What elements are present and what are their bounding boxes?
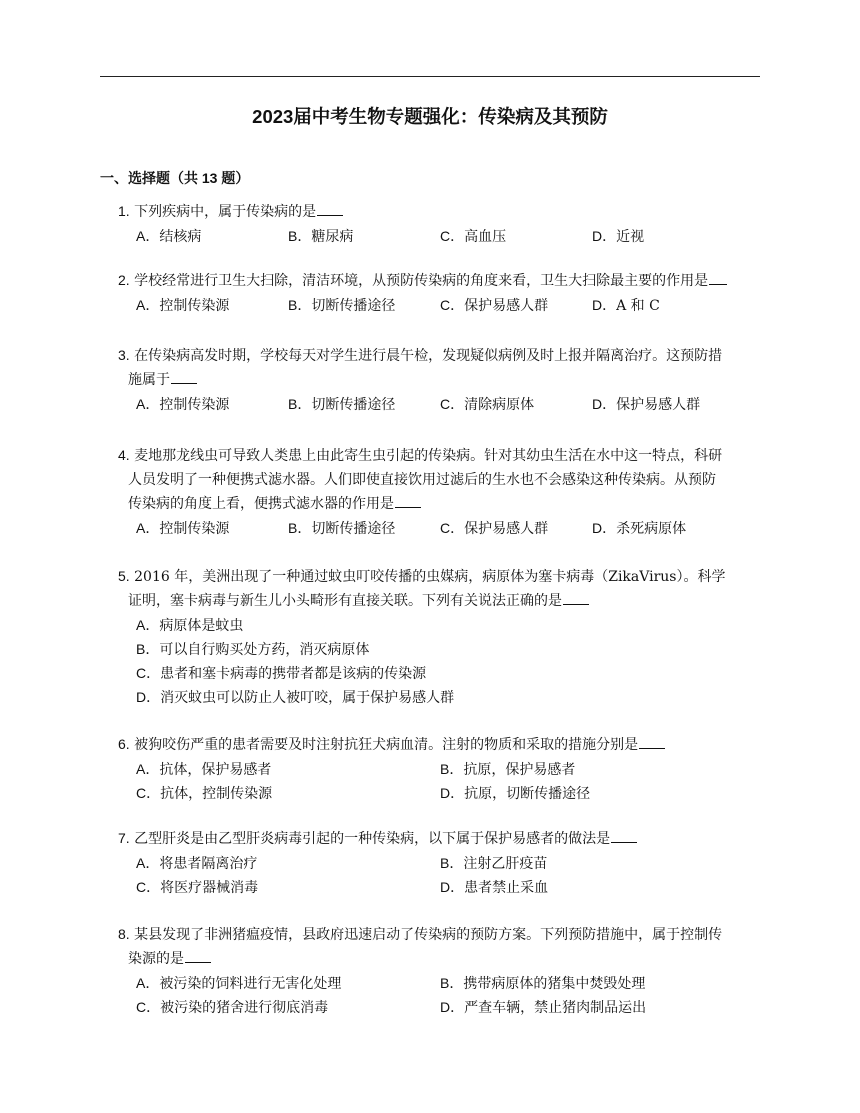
option-a[interactable]: A．控制传染源 <box>136 396 230 413</box>
option-b[interactable]: B．切断传播途径 <box>288 520 396 537</box>
option-b[interactable]: B．切断传播途径 <box>288 297 396 314</box>
option-d[interactable]: D．保护易感人群 <box>592 396 701 413</box>
option-row <box>118 781 762 805</box>
question-stem <box>118 199 762 224</box>
option-row <box>118 757 762 781</box>
option-c[interactable]: C．保护易感人群 <box>440 520 549 537</box>
option-row <box>118 685 762 709</box>
option-d[interactable]: D．A 和 C <box>592 297 660 314</box>
option-c[interactable]: C．保护易感人群 <box>440 297 549 314</box>
question-number: 2. <box>118 272 130 288</box>
answer-blank[interactable] <box>563 590 589 605</box>
question-number: 1. <box>118 203 130 219</box>
question-stem-cont <box>118 468 762 492</box>
stem-line: 传染病的角度上看，便携式滤水器的作用是 <box>128 496 394 512</box>
option-row <box>118 661 762 685</box>
question-number: 5. <box>118 568 130 584</box>
stem-line: 麦地那龙线虫可导致人类患上由此寄生虫引起的传染病。针对其幼虫生活在水中这一特点，科研 <box>134 448 723 464</box>
option-c[interactable]: C．被污染的猪舍进行彻底消毒 <box>136 999 329 1016</box>
question-3 <box>118 343 762 416</box>
question-6 <box>118 732 762 805</box>
option-b[interactable]: B．切断传播途径 <box>288 396 396 413</box>
option-a[interactable]: A．结核病 <box>136 228 202 245</box>
option-c[interactable]: C．将医疗器械消毒 <box>136 879 259 896</box>
stem-line: 下列疾病中，属于传染病的是 <box>134 204 317 220</box>
option-d[interactable]: D．患者禁止采血 <box>440 879 549 896</box>
question-number: 7. <box>118 830 130 846</box>
option-a[interactable]: A．控制传染源 <box>136 297 230 314</box>
option-b[interactable]: B．注射乙肝疫苗 <box>440 855 548 872</box>
option-b[interactable]: B．抗原，保护易感者 <box>440 761 576 778</box>
option-a[interactable]: A．被污染的饲料进行无害化处理 <box>136 975 342 992</box>
option-b[interactable]: B．糖尿病 <box>288 228 354 245</box>
question-stem <box>118 922 762 947</box>
question-stem-cont <box>118 492 762 516</box>
option-d[interactable]: D．严查车辆，禁止猪肉制品运出 <box>440 999 647 1016</box>
question-7 <box>118 826 762 899</box>
option-c[interactable]: C．清除病原体 <box>440 396 535 413</box>
stem-line: 乙型肝炎是由乙型肝炎病毒引起的一种传染病，以下属于保护易感者的做法是 <box>134 831 611 847</box>
question-stem <box>118 268 762 293</box>
answer-blank[interactable] <box>317 201 343 216</box>
option-b[interactable]: B．携带病原体的猪集中焚毁处理 <box>440 975 646 992</box>
question-number: 3. <box>118 347 130 363</box>
question-stem <box>118 443 762 468</box>
option-d[interactable]: D．近视 <box>592 228 645 245</box>
question-1 <box>118 199 762 248</box>
question-stem-cont <box>118 368 762 392</box>
options-row <box>118 516 762 540</box>
option-row <box>118 851 762 875</box>
stem-line: 某县发现了非洲猪瘟疫情，县政府迅速启动了传染病的预防方案。下列预防措施中，属于控制传 <box>134 927 723 943</box>
stem-line: 学校经常进行卫生大扫除，清洁环境，从预防传染病的角度来看，卫生大扫除最主要的作用是 <box>134 273 709 289</box>
question-number: 6. <box>118 736 130 752</box>
option-row <box>118 637 762 661</box>
answer-blank[interactable] <box>185 948 211 963</box>
question-8 <box>118 922 762 1019</box>
stem-line: 在传染病高发时期，学校每天对学生进行晨午检，发现疑似病例及时上报并隔离治疗。这预防措 <box>134 348 723 364</box>
stem-line: 施属于 <box>128 372 170 388</box>
option-c[interactable]: C．高血压 <box>440 228 507 245</box>
question-stem-cont <box>118 947 762 971</box>
option-row <box>118 995 762 1019</box>
question-stem <box>118 826 762 851</box>
question-number: 8. <box>118 926 130 942</box>
question-stem <box>118 343 762 368</box>
answer-blank[interactable] <box>611 828 637 843</box>
option-a[interactable]: A．将患者隔离治疗 <box>136 855 258 872</box>
question-stem <box>118 732 762 757</box>
option-a[interactable]: A．控制传染源 <box>136 520 230 537</box>
header-rule <box>100 76 760 77</box>
option-d[interactable]: D．消灭蚊虫可以防止人被叮咬，属于保护易感人群 <box>136 689 455 706</box>
option-row <box>118 875 762 899</box>
question-number: 4. <box>118 447 130 463</box>
page-title: 2023届中考生物专题强化：传染病及其预防 <box>252 106 608 127</box>
option-b[interactable]: B．可以自行购买处方药，消灭病原体 <box>136 641 370 658</box>
option-row <box>118 971 762 995</box>
question-stem-cont <box>118 589 762 613</box>
question-4 <box>118 443 762 540</box>
option-a[interactable]: A．抗体，保护易感者 <box>136 761 272 778</box>
answer-blank[interactable] <box>639 734 665 749</box>
options-row <box>118 224 762 248</box>
option-d[interactable]: D．杀死病原体 <box>592 520 687 537</box>
answer-blank[interactable] <box>709 270 727 285</box>
option-d[interactable]: D．抗原，切断传播途径 <box>440 785 591 802</box>
question-5 <box>118 564 762 709</box>
question-2 <box>118 268 762 317</box>
option-a[interactable]: A．病原体是蚊虫 <box>136 617 244 634</box>
options-row <box>118 293 762 317</box>
section-heading: 一、选择题（共 13 题） <box>100 170 250 186</box>
option-c[interactable]: C．抗体，控制传染源 <box>136 785 273 802</box>
options-row <box>118 392 762 416</box>
question-stem <box>118 564 762 589</box>
stem-line: 染源的是 <box>128 951 184 967</box>
answer-blank[interactable] <box>395 493 421 508</box>
option-c[interactable]: C．患者和塞卡病毒的携带者都是该病的传染源 <box>136 665 427 682</box>
stem-line: 证明，塞卡病毒与新生儿小头畸形有直接关联。下列有关说法正确的是 <box>128 593 562 609</box>
stem-line: 被狗咬伤严重的患者需要及时注射抗狂犬病血清。注射的物质和采取的措施分别是 <box>134 737 639 753</box>
stem-line: 2016 年，美洲出现了一种通过蚊虫叮咬传播的虫媒病，病原体为塞卡病毒（ZikaVirus）。科学 <box>134 569 726 585</box>
answer-blank[interactable] <box>171 369 197 384</box>
stem-line: 人员发明了一种便携式滤水器。人们即使直接饮用过滤后的生水也不会感染这种传染病。从预防 <box>128 472 716 488</box>
option-row <box>118 613 762 637</box>
